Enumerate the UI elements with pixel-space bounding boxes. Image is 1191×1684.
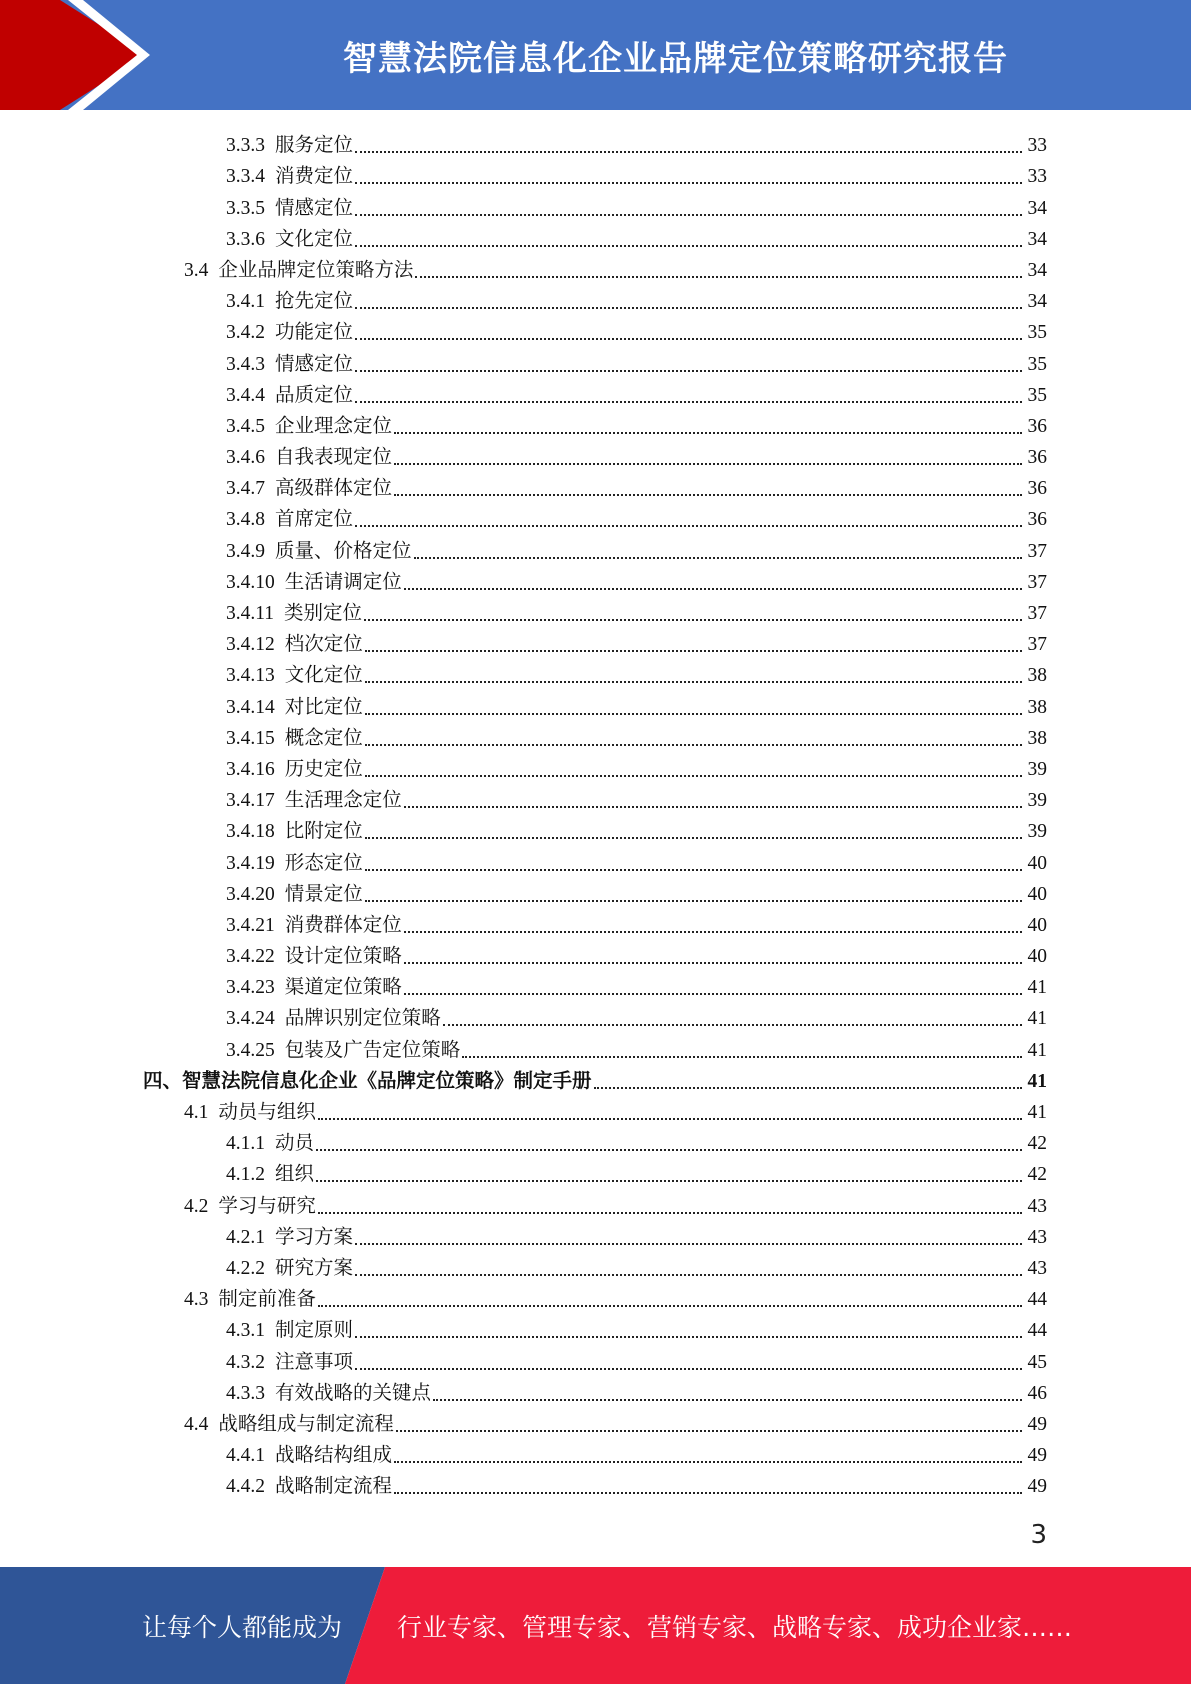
toc-entry-page: 39	[1027, 821, 1047, 843]
toc-entry-number: 3.4.20	[226, 883, 275, 905]
toc-entry-number: 3.4.13	[226, 665, 275, 687]
toc-dot-leader	[415, 276, 1022, 278]
toc-entry-number: 3.4	[184, 259, 209, 281]
toc-dot-leader	[365, 900, 1022, 902]
toc-dot-leader	[355, 401, 1022, 403]
toc-entry[interactable]	[0, 1406, 1191, 1437]
chevron-arrow-icon	[0, 0, 160, 110]
toc-dot-leader	[355, 338, 1022, 340]
toc-dot-leader	[318, 1305, 1022, 1307]
toc-entry[interactable]	[0, 1468, 1191, 1499]
toc-dot-leader	[433, 1399, 1022, 1401]
toc-entry[interactable]	[0, 1250, 1191, 1281]
toc-entry-title: 消费定位	[275, 166, 354, 188]
toc-entry-number: 3.4.19	[226, 852, 275, 874]
toc-dot-leader	[394, 494, 1022, 496]
toc-entry-title: 注意事项	[275, 1351, 354, 1373]
toc-entry-number: 3.4.7	[226, 478, 265, 500]
toc-dot-leader	[394, 1461, 1022, 1463]
toc-dot-leader	[365, 681, 1022, 683]
toc-dot-leader	[365, 650, 1022, 652]
toc-dot-leader	[404, 931, 1022, 933]
toc-entry-page: 41	[1027, 1008, 1047, 1030]
toc-dot-leader	[404, 962, 1022, 964]
toc-entry-title: 学习与研究	[218, 1195, 316, 1217]
toc-entry[interactable]	[0, 564, 1191, 595]
toc-entry-number: 3.4.15	[226, 727, 275, 749]
toc-entry-number: 3.4.6	[226, 447, 265, 469]
toc-entry-title: 学习方案	[275, 1226, 354, 1248]
toc-entry-number: 3.4.9	[226, 540, 265, 562]
toc-entry-title: 有效战略的关键点	[275, 1382, 432, 1404]
toc-entry[interactable]	[0, 657, 1191, 688]
toc-dot-leader	[462, 1056, 1022, 1058]
toc-entry-number: 3.4.5	[226, 415, 265, 437]
toc-entry-page: 34	[1027, 291, 1047, 313]
toc-entry-page: 40	[1027, 914, 1047, 936]
toc-entry-title: 文化定位	[284, 665, 363, 687]
footer-slogan-right: 行业专家、管理专家、营销专家、战略专家、成功企业家……	[397, 1612, 1073, 1642]
toc-entry[interactable]	[0, 532, 1191, 563]
toc-entry-page: 37	[1027, 634, 1047, 656]
toc-entry-title: 情感定位	[275, 197, 354, 219]
toc-entry[interactable]	[0, 626, 1191, 657]
toc-dot-leader	[355, 370, 1022, 372]
toc-entry-number: 3.4.22	[226, 946, 275, 968]
toc-dot-leader	[396, 1430, 1022, 1432]
toc-entry-page: 38	[1027, 665, 1047, 687]
toc-entry[interactable]	[0, 813, 1191, 844]
toc-entry-number: 4.1.2	[226, 1164, 265, 1186]
toc-entry-title: 情感定位	[275, 353, 354, 375]
toc-entry-number: 3.4.11	[226, 603, 275, 624]
toc-entry[interactable]	[0, 938, 1191, 969]
toc-entry[interactable]	[0, 876, 1191, 907]
toc-entry-title: 首席定位	[275, 509, 354, 531]
toc-entry-title: 品牌识别定位策略	[284, 1008, 441, 1030]
toc-entry-number: 4.3.1	[226, 1320, 265, 1342]
toc-entry-page: 41	[1027, 1070, 1047, 1092]
toc-dot-leader	[355, 1336, 1022, 1338]
toc-entry-title: 自我表现定位	[275, 447, 393, 469]
toc-entry[interactable]	[0, 595, 1191, 626]
toc-dot-leader	[365, 713, 1022, 715]
toc-entry-title: 档次定位	[284, 634, 363, 656]
toc-entry-number: 4.2.2	[226, 1257, 265, 1279]
toc-entry-title: 设计定位策略	[284, 946, 402, 968]
toc-entry[interactable]	[0, 408, 1191, 439]
toc-entry[interactable]	[0, 1312, 1191, 1343]
toc-entry-page: 34	[1027, 259, 1047, 281]
toc-entry-number: 3.3.5	[226, 197, 265, 219]
toc-entry-title: 对比定位	[284, 696, 363, 718]
toc-entry[interactable]	[0, 1000, 1191, 1031]
toc-entry-page: 35	[1027, 353, 1047, 375]
toc-entry-page: 37	[1027, 603, 1047, 624]
toc-entry-number: 3.3.4	[226, 166, 265, 188]
toc-entry-number: 3.4.4	[226, 384, 265, 406]
toc-entry[interactable]	[0, 844, 1191, 875]
toc-entry-title: 动员与组织	[218, 1102, 316, 1123]
toc-dot-leader	[404, 588, 1022, 590]
toc-entry-page: 36	[1027, 447, 1047, 469]
page-footer	[0, 1567, 1191, 1684]
page-header	[0, 0, 1191, 110]
toc-entry-title: 消费群体定位	[284, 914, 402, 936]
toc-entry[interactable]	[0, 688, 1191, 719]
toc-entry-number: 4.1	[184, 1102, 209, 1123]
toc-entry-page: 41	[1027, 1039, 1047, 1061]
toc-entry-title: 品质定位	[275, 384, 354, 406]
toc-entry-page: 41	[1027, 977, 1047, 999]
toc-entry-number: 4.2	[184, 1195, 209, 1217]
toc-entry[interactable]	[0, 720, 1191, 751]
toc-dot-leader	[404, 993, 1022, 995]
toc-entry-page: 40	[1027, 852, 1047, 874]
toc-entry[interactable]	[0, 439, 1191, 470]
toc-entry-page: 49	[1027, 1413, 1047, 1435]
toc-entry-number: 3.4.1	[226, 291, 265, 313]
toc-entry-title: 四、智慧法院信息化企业《品牌定位策略》制定手册	[143, 1070, 592, 1092]
toc-entry-number: 4.4.1	[226, 1445, 265, 1467]
toc-entry[interactable]	[0, 501, 1191, 532]
toc-entry-page: 43	[1027, 1257, 1047, 1279]
toc-dot-leader	[365, 775, 1022, 777]
toc-entry-title: 服务定位	[275, 135, 354, 157]
toc-dot-leader	[355, 1368, 1022, 1370]
toc-entry-title: 形态定位	[284, 852, 363, 874]
toc-entry-page: 38	[1027, 727, 1047, 749]
toc-entry-title: 研究方案	[275, 1257, 354, 1279]
toc-entry-title: 动员	[275, 1133, 315, 1155]
table-of-contents	[0, 127, 1191, 1499]
toc-entry-number: 4.1.1	[226, 1133, 265, 1155]
toc-dot-leader	[355, 151, 1022, 153]
toc-entry-title: 概念定位	[284, 727, 363, 749]
toc-entry-page: 42	[1027, 1133, 1047, 1155]
toc-dot-leader	[364, 619, 1022, 621]
toc-dot-leader	[355, 525, 1022, 527]
toc-entry-number: 3.4.8	[226, 509, 265, 531]
toc-entry-number: 3.4.3	[226, 353, 265, 375]
toc-entry-page: 33	[1027, 135, 1047, 157]
toc-dot-leader	[355, 307, 1022, 309]
toc-entry-title: 生活请调定位	[284, 571, 402, 593]
toc-entry-page: 38	[1027, 696, 1047, 718]
toc-entry[interactable]	[0, 1094, 1191, 1125]
toc-entry-title: 文化定位	[275, 228, 354, 250]
toc-entry[interactable]	[0, 1031, 1191, 1062]
toc-dot-leader	[394, 432, 1022, 434]
toc-dot-leader	[365, 744, 1022, 746]
toc-dot-leader	[355, 245, 1022, 247]
toc-entry-title: 包装及广告定位策略	[284, 1039, 461, 1061]
toc-entry-title: 质量、价格定位	[275, 540, 412, 562]
toc-entry-number: 4.4.2	[226, 1476, 265, 1498]
toc-entry-page: 49	[1027, 1476, 1047, 1498]
toc-entry-number: 3.4.10	[226, 571, 275, 593]
toc-entry-title: 类别定位	[284, 603, 363, 624]
toc-entry-title: 渠道定位策略	[284, 977, 402, 999]
toc-entry-title: 制定前准备	[218, 1289, 316, 1311]
toc-entry-page: 35	[1027, 384, 1047, 406]
toc-entry-page: 37	[1027, 571, 1047, 593]
toc-entry[interactable]	[0, 345, 1191, 376]
toc-entry[interactable]	[0, 189, 1191, 220]
toc-dot-leader	[365, 837, 1022, 839]
toc-entry-page: 39	[1027, 790, 1047, 812]
toc-entry-page: 49	[1027, 1445, 1047, 1467]
toc-entry[interactable]	[0, 1156, 1191, 1187]
toc-dot-leader	[414, 557, 1022, 559]
toc-entry-title: 情景定位	[284, 883, 363, 905]
toc-entry-number: 3.4.17	[226, 790, 275, 812]
toc-entry-number: 4.3.2	[226, 1351, 265, 1373]
toc-entry[interactable]	[0, 1281, 1191, 1312]
toc-entry-number: 3.4.24	[226, 1008, 275, 1030]
toc-entry-number: 3.3.6	[226, 228, 265, 250]
toc-entry-number: 4.3	[184, 1289, 209, 1311]
toc-entry-page: 41	[1027, 1102, 1047, 1123]
toc-entry-page: 45	[1027, 1351, 1047, 1373]
toc-entry-title: 组织	[275, 1164, 315, 1186]
toc-dot-leader	[355, 1243, 1022, 1245]
toc-entry-title: 战略组成与制定流程	[218, 1413, 394, 1435]
toc-dot-leader	[316, 1180, 1022, 1182]
toc-entry[interactable]	[0, 1375, 1191, 1406]
toc-entry-page: 42	[1027, 1164, 1047, 1186]
toc-entry-number: 4.3.3	[226, 1382, 265, 1404]
toc-dot-leader	[355, 1274, 1022, 1276]
toc-entry[interactable]	[0, 283, 1191, 314]
toc-entry-number: 4.4	[184, 1413, 209, 1435]
toc-entry-page: 43	[1027, 1226, 1047, 1248]
toc-entry-page: 46	[1027, 1382, 1047, 1404]
toc-entry-number: 3.4.16	[226, 758, 275, 780]
toc-dot-leader	[394, 1492, 1022, 1494]
toc-entry-title: 功能定位	[275, 322, 354, 344]
toc-entry-number: 3.4.2	[226, 322, 265, 344]
toc-dot-leader	[594, 1087, 1022, 1089]
toc-dot-leader	[443, 1024, 1022, 1026]
toc-dot-leader	[355, 182, 1022, 184]
toc-entry[interactable]	[0, 969, 1191, 1000]
toc-entry-page: 36	[1027, 478, 1047, 500]
toc-entry[interactable]	[0, 1343, 1191, 1374]
toc-dot-leader	[394, 463, 1022, 465]
footer-slogan-left: 让每个人都能成为	[142, 1612, 343, 1642]
toc-entry-title: 历史定位	[284, 758, 363, 780]
toc-entry-page: 39	[1027, 758, 1047, 780]
toc-entry[interactable]	[0, 221, 1191, 252]
page-number: 3	[1030, 1520, 1047, 1550]
toc-entry-number: 3.4.23	[226, 977, 275, 999]
toc-entry[interactable]	[0, 158, 1191, 189]
toc-entry[interactable]	[0, 470, 1191, 501]
toc-entry-number: 3.4.14	[226, 696, 275, 718]
toc-dot-leader	[365, 869, 1022, 871]
toc-entry[interactable]	[0, 1437, 1191, 1468]
toc-entry-title: 高级群体定位	[275, 478, 393, 500]
toc-entry-title: 制定原则	[275, 1320, 354, 1342]
toc-entry-number: 3.4.21	[226, 914, 275, 936]
toc-entry-number: 3.3.3	[226, 135, 265, 157]
toc-entry-page: 44	[1027, 1320, 1047, 1342]
toc-entry-number: 3.4.12	[226, 634, 275, 656]
toc-dot-leader	[316, 1149, 1022, 1151]
toc-dot-leader	[404, 806, 1022, 808]
toc-entry-number: 3.4.25	[226, 1039, 275, 1061]
toc-entry-title: 战略结构组成	[275, 1445, 393, 1467]
toc-entry[interactable]	[0, 1063, 1191, 1094]
toc-entry-page: 40	[1027, 946, 1047, 968]
toc-entry-page: 34	[1027, 228, 1047, 250]
toc-entry[interactable]	[0, 1219, 1191, 1250]
toc-entry[interactable]	[0, 252, 1191, 283]
toc-entry[interactable]	[0, 907, 1191, 938]
toc-entry-page: 44	[1027, 1289, 1047, 1311]
toc-entry[interactable]	[0, 127, 1191, 158]
toc-entry-page: 34	[1027, 197, 1047, 219]
toc-entry-page: 35	[1027, 322, 1047, 344]
toc-entry[interactable]	[0, 1187, 1191, 1218]
toc-entry[interactable]	[0, 314, 1191, 345]
toc-entry-title: 企业品牌定位策略方法	[218, 259, 414, 281]
toc-entry-title: 企业理念定位	[275, 415, 393, 437]
report-title: 智慧法院信息化企业品牌定位策略研究报告	[343, 38, 1008, 79]
toc-entry-title: 生活理念定位	[284, 790, 402, 812]
toc-entry-page: 40	[1027, 883, 1047, 905]
toc-entry-title: 比附定位	[284, 821, 363, 843]
toc-entry-title: 抢先定位	[275, 291, 354, 313]
toc-entry-title: 战略制定流程	[275, 1476, 393, 1498]
toc-entry[interactable]	[0, 1125, 1191, 1156]
toc-entry-page: 43	[1027, 1195, 1047, 1217]
toc-dot-leader	[318, 1118, 1022, 1120]
toc-entry[interactable]	[0, 751, 1191, 782]
toc-dot-leader	[355, 214, 1022, 216]
toc-entry[interactable]	[0, 782, 1191, 813]
toc-dot-leader	[318, 1212, 1022, 1214]
toc-entry-page: 36	[1027, 509, 1047, 531]
toc-entry-number: 3.4.18	[226, 821, 275, 843]
toc-entry-page: 37	[1027, 540, 1047, 562]
toc-entry-page: 36	[1027, 415, 1047, 437]
toc-entry[interactable]	[0, 377, 1191, 408]
toc-entry-number: 4.2.1	[226, 1226, 265, 1248]
toc-entry-page: 33	[1027, 166, 1047, 188]
